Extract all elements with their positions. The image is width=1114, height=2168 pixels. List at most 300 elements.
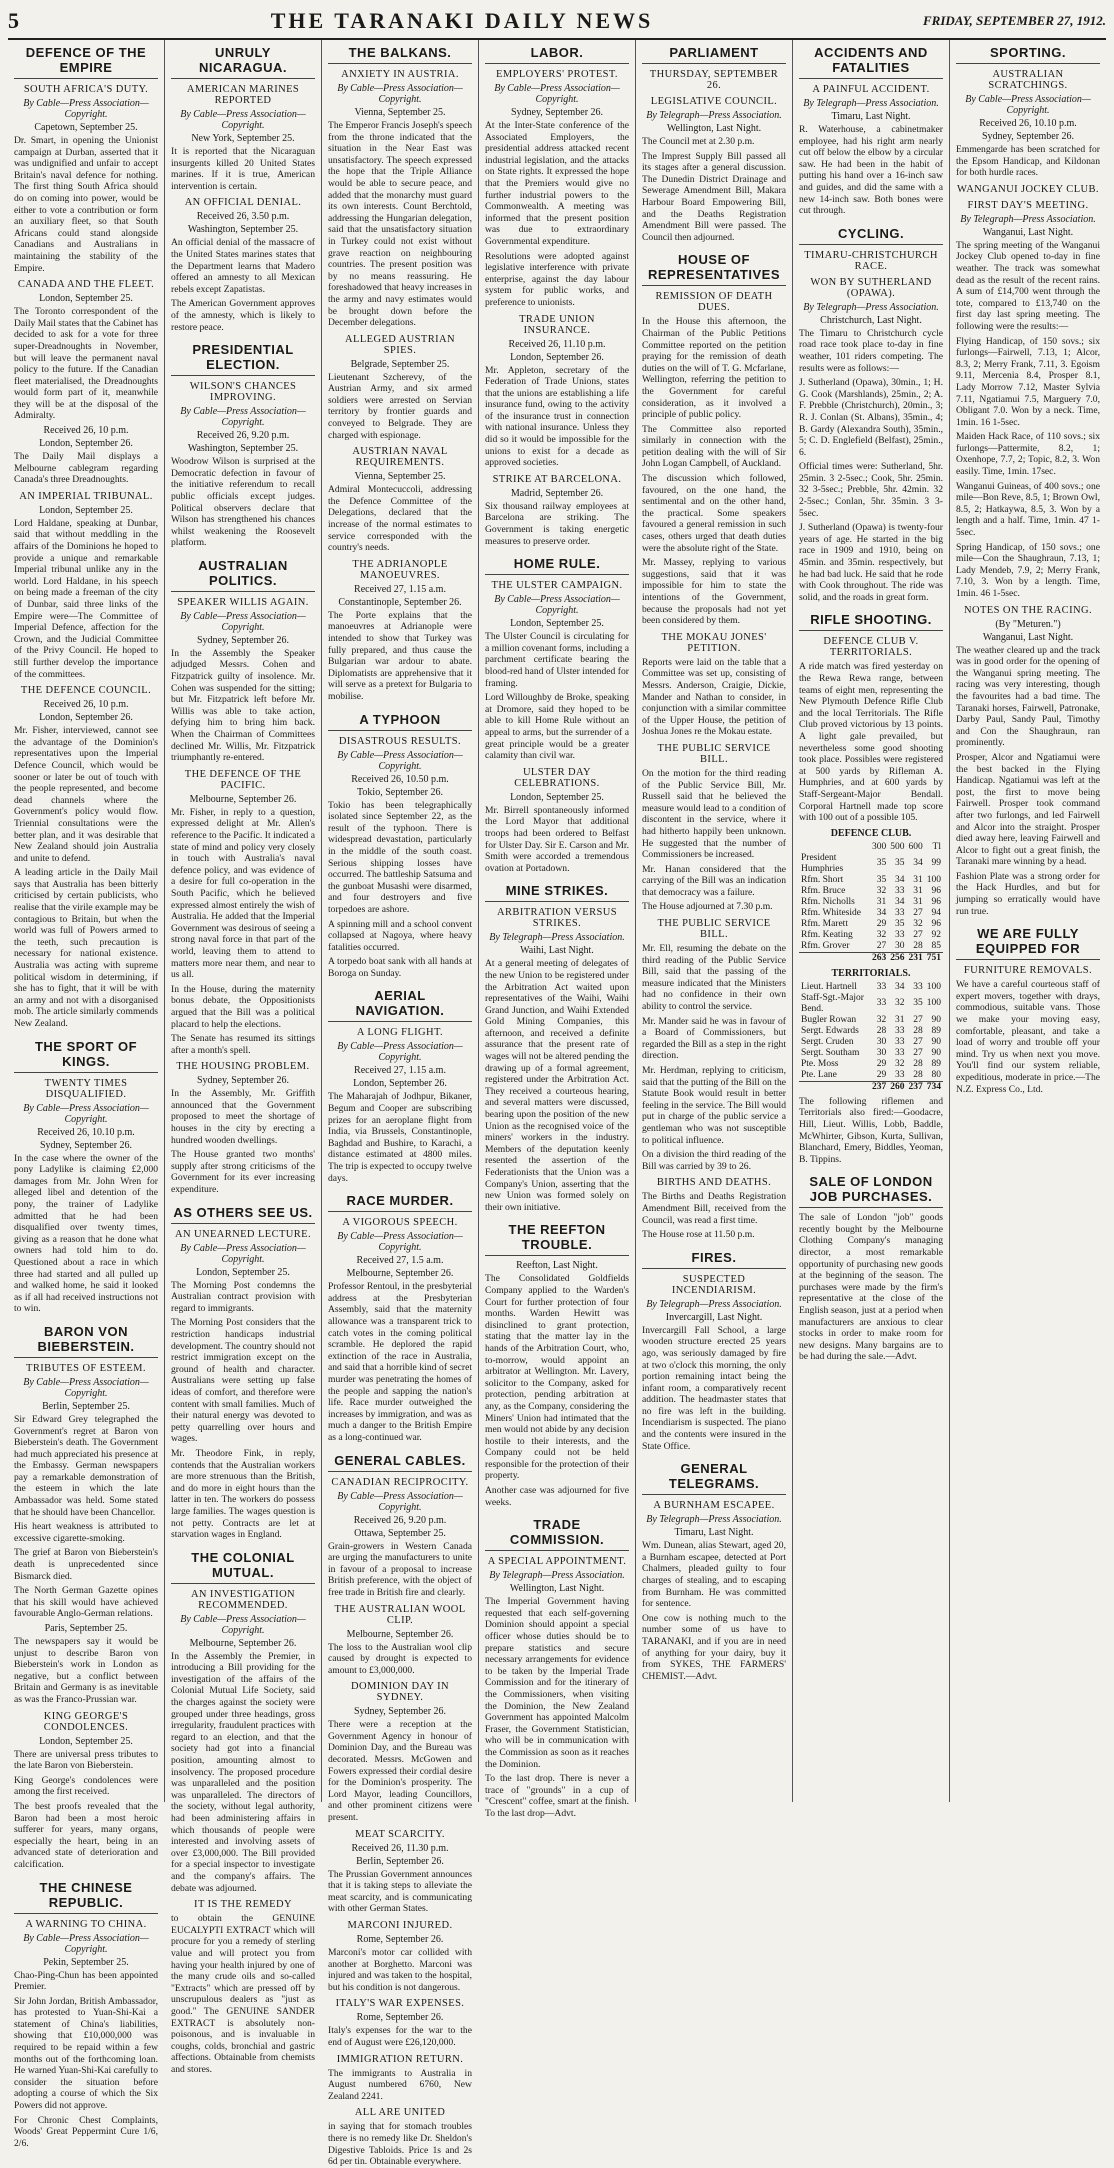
article xyxy=(642,1458,786,1682)
article xyxy=(642,1247,786,1453)
article-dateline: Received 27, 1.15 a.m. xyxy=(354,583,446,595)
article-subheading: TRIBUTES OF ESTEEM. xyxy=(26,1362,146,1374)
newspaper-title: THE TARANAKI DAILY NEWS xyxy=(270,8,654,33)
article-subheading: AN IMPERIAL TRIBUNAL. xyxy=(19,490,153,502)
article-paragraph: In the Assembly the Premier, in introducing a Bill providing for the investigation of the affairs of the Colonial Mutual Life Society, said the charges against the society were grouped under three headings, gross irregularity, fraudulent practices with regard to an election, and that the society had got into a financial position, amounting almost to insolvency. The proposed procedure was unparalleled and the position was unparalleled. The directors of the society, without legal authority, had been administering affairs in which thousands of people were interested and involving assets of over £3,000,000. The Bill provided for a special inspector to investigate and the company's affairs. The debate was adjourned. xyxy=(171,1650,315,1894)
article-paragraph: The Maharajah of Jodhpur, Bikaner, Begum and Cooper are subscribing prizes for an aeroplane flight from India, via Brussels, Constantinople, Baghdad and Bushire, to Karachi, a distance estimated at 4800 miles. The trip is expected to occupy twelve days. xyxy=(328,1091,472,1184)
article-paragraph: At a general meeting of delegates of the new Union to be registered under the Arbitration Act waited upon representatives of the Waihi, Waihi Grand Junction, and Waihi Extended Gold Mining Companies, this afternoon, and received a definite assurance that the present rate of wages will not be altered pending the drawing up of a formal agreement, registered under the Arbitration Act. They received a courteous hearing, and several matters were discussed, bearing upon the position of the new Union as the recognised voice of the miners' workers in the industry. Members of the deputation keenly resented the assertion of the Federationists that the Union was a Company's Union, asserting that the new Union was formed solely on their own initiative. xyxy=(485,958,629,1213)
scores-cell: 34 xyxy=(895,981,905,992)
article-paragraph: The grief at Baron von Bieberstein's death is unprecedented since Bismarck died. xyxy=(14,1547,158,1582)
article-subheading: THE ADRIANOPLE MANOEUVRES. xyxy=(352,558,448,581)
article-credit: By Cable—Press Association—Copyright. xyxy=(180,109,306,131)
article-subheading: ALLEGED AUSTRIAN SPIES. xyxy=(345,333,455,356)
article-subheading: STRIKE AT BARCELONA. xyxy=(492,473,622,485)
scores-cell: Sergt. Southam xyxy=(801,1047,860,1058)
article-dateline: New York, September 25. xyxy=(191,133,295,144)
article-paragraph: The discussion which followed, favoured, on the one hand, the sentimental and on the other hand, the practical. Some speakers favoured a general remission in such cases, others urged that death duties were the absolute right of the State. xyxy=(642,473,786,554)
article-subheading: WON BY SUTHERLAND (OPAWA). xyxy=(810,276,932,299)
scores-cell: 500 xyxy=(890,841,905,852)
scores-cell: 89 xyxy=(931,1025,941,1036)
article-headline: SALE OF LONDON JOB PURCHASES. xyxy=(799,1171,943,1208)
article-subheading: AUSTRIAN NAVAL REQUIREMENTS. xyxy=(352,446,448,469)
article-paragraph: The Emperor Francis Joseph's speech from the throne indicated that the situation in the Near East was unsatisfactory. The speech expressed the hope that the Triple Alliance would be able to secure peace, and added that the monarchy must guard its own interests. Count Berchtold, addressing the Hungarian delegation, said that the unsatisfactory situation in Turkey could not exist without grave reaction on neighbouring countries. The present position was by no means reassuring. He foreshadowed that heavy increases in the army and navy estimates would be brought down before the December delegations. xyxy=(328,120,472,329)
article-paragraph: Mr. Mander said he was in favour of a Board of Commissioners, but regarded the Bill as a step in the right direction. xyxy=(642,1015,786,1062)
article-headline: AERIAL NAVIGATION. xyxy=(328,985,472,1022)
article-dateline: Vienna, September 25. xyxy=(354,471,446,483)
scores-cell: 99 xyxy=(931,858,941,869)
article-paragraph: The weather cleared up and the track was in good order for the opening of the Wanganui spring meeting. The racing was very interesting, though the favourites had a bad time. The Taranaki horses, Fairwell, Patronake, Darby Paul, Sandy Paul, Timothy and Con the Shaughraun, ran prominently. xyxy=(956,644,1100,749)
scores-row xyxy=(799,941,943,953)
article-dateline: Received 26, 10.10 p.m. xyxy=(37,1126,135,1138)
scores-cell: 29 xyxy=(876,918,887,929)
scores-cell: 260 xyxy=(890,1081,905,1092)
article-subheading: THE PUBLIC SERVICE BILL. xyxy=(657,918,771,941)
article-paragraph: In the House, during the maternity bonus debate, the Oppositionists argued that the Bill was a political placard to help the elections. xyxy=(171,983,315,1030)
article-paragraph: Woodrow Wilson is surprised at the Democratic defection in favour of the initiative referendum to recall public officials except judges. Political observers declare that Wilson has strengthened his chances whilst weakening the Roosevelt platform. xyxy=(171,456,315,549)
article-paragraph: The newspapers say it would be unjust to describe Baron von Bieberstein's work in London as negative, but a conflict between Britain and Germany is as inevitable as was the Franco-Prussian war. xyxy=(14,1636,158,1705)
scores-cell: 33 xyxy=(895,1069,905,1080)
scores-cell: 33 xyxy=(876,981,887,992)
article-dateline: Pekin, September 25. xyxy=(43,1956,129,1968)
article-paragraph: It is reported that the Nicaraguan insurgents killed 20 United States marines. If it is true, American intervention is certain. xyxy=(171,146,315,192)
scores-row xyxy=(799,982,943,993)
article-subheading: SPEAKER WILLIS AGAIN. xyxy=(177,596,309,608)
scores-row xyxy=(799,875,943,886)
scores-cell: Rfm. Keating xyxy=(801,929,853,940)
article-dateline: Timaru, Last Night. xyxy=(831,111,911,122)
issue-date: FRIDAY, SEPTEMBER 27, 1912. xyxy=(922,13,1106,28)
article-headline: THE CHINESE REPUBLIC. xyxy=(14,1877,158,1914)
scores-cell: Bugler Rowan xyxy=(801,1014,857,1025)
scores-cell: 96 xyxy=(931,918,941,929)
scores-cell: 90 xyxy=(931,1036,941,1047)
article xyxy=(799,42,943,217)
article xyxy=(14,42,158,1030)
article-paragraph: Lord Willoughby de Broke, speaking at Dromore, said they hoped to be able to kill Home Rule without an appeal to arms, but the surrender of a great principle would be a greater calamity than civil war. xyxy=(485,692,629,762)
article-credit: By Telegraph—Press Association. xyxy=(803,301,939,313)
article-credit: By Cable—Press Association—Copyright. xyxy=(337,1231,463,1254)
scores-cell: Tl xyxy=(932,841,941,852)
scores-cell: 34 xyxy=(895,874,905,885)
article-headline: MINE STRIKES. xyxy=(485,880,629,902)
article-dateline: Wanganui, Last Night. xyxy=(982,226,1074,238)
article-paragraph: The Imprest Supply Bill passed all its stages after a general discussion. The Dunedin District Drainage and Sewerage Amendment Bill, Makara Harbour Board Empowering Bill, and the Deaths Registration Amendment Bill were passed. The Council then adjourned. xyxy=(642,150,786,243)
scores-table xyxy=(799,842,943,964)
article-paragraph: Wanganui Guineas, of 400 sovs.; one mile—Bon Reve, 8.5, 1; Brown Owl, 8.5, 2; Hatkaywa, 8.5, 3. Won by a length and a half. Time, 1min. 47 1-5sec. xyxy=(956,480,1100,539)
article-subheading: EMPLOYERS' PROTEST. xyxy=(496,69,618,80)
article-paragraph: Resolutions were adopted against legislative interference with private enterprise, against the day labour system for public works, and preference to unionists. xyxy=(485,250,629,308)
article-paragraph: The best proofs revealed that the Baron had been a most heroic sufferer for years, many organs, especially the heart, being in an advanced state of deterioration and calcification. xyxy=(14,1800,158,1870)
article-headline: GENERAL TELEGRAMS. xyxy=(642,1458,786,1495)
scores-cell: 256 xyxy=(890,952,905,963)
scores-cell: 231 xyxy=(908,952,923,963)
scores-cell: 100 xyxy=(926,874,941,885)
article-dateline: London, September 26. xyxy=(39,438,133,450)
article-subheading: TIMARU-CHRISTCHURCH RACE. xyxy=(804,249,938,272)
scores-cell: 27 xyxy=(876,940,887,951)
scores-cell: Rfm. Short xyxy=(801,874,844,885)
scores-cell: 31 xyxy=(876,896,887,907)
article-paragraph: A ride match was fired yesterday on the Rewa Rewa range, between teams of eight men, representing the New Plymouth Defence Rifle Club and the local Territorials. The Rifle Club proved victorious by 13 points. A light gale prevailed, but nevertheless some good shooting took place. Possibles were registered at 500 yards by Rifleman A. Humphries, and at 600 yards by Staff-Sergeant-Major Bendall. Corporal Hartnell made top score with 100 out of a possible 105. xyxy=(799,661,943,824)
article-dateline: Sydney, September 26. xyxy=(39,1139,133,1151)
scores-cell: 27 xyxy=(913,907,923,918)
scores-cell: 33 xyxy=(895,1025,905,1036)
article-subheading: A BURNHAM ESCAPEE. xyxy=(653,1500,775,1512)
article-headline: WE ARE FULLY EQUIPPED FOR xyxy=(956,923,1100,960)
column-3 xyxy=(322,40,479,2168)
article-paragraph: Mr. Herdman, replying to criticism, said that the putting of the Bill on the Statute Book would result in better feeling in the service. The Bill would put in charge of the public service a gentleman who was not susceptible to political influence. xyxy=(642,1065,786,1146)
scores-cell: 32 xyxy=(876,885,887,896)
article-credit: By Cable—Press Association—Copyright. xyxy=(337,1041,463,1064)
article-paragraph: The following riflemen and Territorials also fired:—Goodacre, Hill, Lieut. Willis, Lobb, Baddle, McWhirter, Gibson, Kurta, Sullivan, Blanchard, Emery, Biddles, Yeoman, B. Tippins. xyxy=(799,1095,943,1165)
article-headline: THE SPORT OF KINGS. xyxy=(14,1036,158,1073)
scores-table-title: TERRITORIALS. xyxy=(831,967,911,979)
article-subheading: THE ULSTER CAMPAIGN. xyxy=(491,580,623,592)
scores-cell: Sergt. Cruden xyxy=(801,1036,854,1047)
article-credit: By Cable—Press Association—Copyright. xyxy=(23,98,149,120)
article-dateline: Sydney, September 26. xyxy=(981,131,1075,142)
article-paragraph: The loss to the Australian wool clip caused by drought is expected to amount to £3,000,000. xyxy=(328,1641,472,1676)
scores-cell: 751 xyxy=(926,952,941,963)
article-paragraph: Mr. Fisher, in reply to a question, expressed delight at Mr. Allen's reference to the Pacific. It indicated a state of mind and policy very closely in touch with Australia's naval defence policy, and was evidence of a desire for full co-operation in the South Pacific, which he believed expressed almost entirely the wish of Australia. He added that the Imperial Government was desirous of seeing a strong naval force in that part of the world, leaving them to attend to matters more near them, and near to us all. xyxy=(171,806,315,981)
scores-cell: 32 xyxy=(876,929,887,940)
article-paragraph: J. Sutherland (Opawa), 30min., 1; H. G. Cook (Marshlands), 25min., 2; A. F. Prebble (Christchurch), 20min., 3; R. J. Conlan (St. Albans), 35min., 4; B. Gardy (Alexandra South), 35min., 5; C. D. Englefield (Belfast), 25min., 6. xyxy=(799,377,943,458)
article-paragraph: Prosper, Alcor and Ngatiamui were the best backed in the Flying Handicap. Ngatiamui was left at the post, the first to move being Fairwell. Prosper took command after two furlongs, and led Fairwell and Alcor into the straight. Prosper died away here, leaving Fairwell and Alcor to fight out a great finish, the Taranaki mare winning by a head. xyxy=(956,751,1100,868)
scores-cell: 237 xyxy=(872,1081,887,1092)
scores-cell: 27 xyxy=(913,1047,923,1058)
scores-cell: Rfm. Marett xyxy=(801,918,848,929)
article-paragraph: Mr. Hanan considered that the carrying of the Bill was an indication that democracy was a failure. xyxy=(642,863,786,898)
scores-cell: 237 xyxy=(908,1081,923,1092)
scores-cell: Staff-Sgt.-Major Bend. xyxy=(801,992,864,1014)
article-subheading: NOTES ON THE RACING. xyxy=(964,604,1092,616)
article-dateline: Belgrade, September 25. xyxy=(350,358,450,370)
column-7 xyxy=(950,40,1106,1802)
scores-cell xyxy=(799,952,870,964)
article-dateline: Reefton, Last Night. xyxy=(516,1260,598,1272)
article xyxy=(642,249,786,1240)
scores-cell: 34 xyxy=(913,858,923,869)
article-subheading: DISASTROUS RESULTS. xyxy=(338,735,462,747)
article-dateline: Wellington, Last Night. xyxy=(509,1583,605,1595)
article xyxy=(485,880,629,1213)
article-paragraph: Sir John Jordan, British Ambassador, has protested to Yuan-Shi-Kai a statement of China's liabilities, showing that £10,000,000 was required to be repaid within a few months out of the forthcoming loan. He warned Yuan-Shi-Kai carefully to consider the situation before adopting a course of which the Six Powers did not approve. xyxy=(14,1995,158,2112)
article-dateline: Melbourne, September 26. xyxy=(189,793,297,805)
scores-cell: 33 xyxy=(913,981,923,992)
article-paragraph: In the Assembly the Speaker adjudged Messrs. Cohen and Fitzpatrick guilty of insolence. Mr. Cohen was suspended for the sitting; but Mr. Fitzpatrick left before Mr. Willis was able to take action, defying him to bring him back. When the Chairman of Committees declined Mr. Willis, Mr. Fitzpatrick triumphantly re-entered. xyxy=(171,647,315,764)
article-subheading: IT IS THE REMEDY xyxy=(194,1899,292,1911)
scores-cell: 33 xyxy=(895,1036,905,1047)
article-subheading: A LONG FLIGHT. xyxy=(356,1027,444,1039)
article-paragraph: The House adjourned at 7.30 p.m. xyxy=(642,901,773,913)
article-dateline: Sydney, September 26. xyxy=(510,107,604,118)
article-dateline: Melbourne, September 26. xyxy=(346,1628,454,1640)
article-dateline: Madrid, September 26. xyxy=(510,487,604,499)
article-headline: SPORTING. xyxy=(956,42,1100,64)
article-dateline: London, September 25. xyxy=(196,1266,290,1278)
scores-row xyxy=(799,1026,943,1037)
article-paragraph: Lieutenant Szcherevy, of the Austrian Army, and six armed soldiers were arrested on Servian territory by frontier guards and conveyed to Belgrade. They are charged with espionage. xyxy=(328,371,472,441)
article-dateline: Capetown, September 25. xyxy=(34,122,138,133)
scores-cell: 263 xyxy=(872,952,887,963)
article-dateline: Received 26, 11.10 p.m. xyxy=(508,338,606,350)
scores-cell xyxy=(799,842,870,853)
scores-cell: 85 xyxy=(931,940,941,951)
article-paragraph: The Senate has resumed its sittings after a month's spell. xyxy=(171,1033,315,1056)
article-paragraph: to obtain the GENUINE EUCALYPTI EXTRACT which will procure for you a remedy of sterling value and will protect you from having your health injured by one of the many crude oils and so-called "Extracts" which are pressed off by unscrupulous dealers as "just as good." The GENUINE SANDER EXTRACT is absolutely non-poisonous, and is invaluable in coughs, colds, bronchial and gastric affections. Obtainable from chemists and stores. xyxy=(171,1913,315,2075)
article-paragraph: Fashion Plate was a strong order for the Hack Hurdles, and but for jumping so erratically would have run true. xyxy=(956,870,1100,917)
article-credit: By Cable—Press Association—Copyright. xyxy=(180,1613,306,1636)
article-credit: By Cable—Press Association—Copyright. xyxy=(180,610,306,633)
scores-cell: 31 xyxy=(895,1014,905,1025)
scores-row xyxy=(799,897,943,908)
article-headline: HOME RULE. xyxy=(485,553,629,575)
scores-cell: 90 xyxy=(931,1014,941,1025)
scores-cell: 28 xyxy=(913,940,923,951)
article-dateline: Received 26, 3.50 p.m. xyxy=(196,211,290,223)
article-dateline: Washington, September 25. xyxy=(187,224,299,236)
article-dateline: Tokio, September 26. xyxy=(357,786,443,798)
article-subheading: LEGISLATIVE COUNCIL. xyxy=(650,96,778,107)
scores-cell: 94 xyxy=(931,907,941,918)
scores-cell: 34 xyxy=(895,896,905,907)
article-subheading: AUSTRALIAN SCRATCHINGS. xyxy=(988,69,1068,91)
article-paragraph: J. Sutherland (Opawa) is twenty-four years of age. He started in the big race in 1909 and 1910, being on 45min. and 35min. respectively, but he had bad luck. He said that he rode with Cook throughout. The ride was solid, and the roads in great form. xyxy=(799,522,943,603)
article-subheading: BIRTHS AND DEATHS. xyxy=(656,1177,772,1189)
scores-row xyxy=(799,853,943,875)
scores-cell: 28 xyxy=(876,1025,887,1036)
article-paragraph: Lord Haldane, speaking at Dunbar, said that without meddling in the affairs of the Dominions he hoped to provide a unique and remarkable Imperial tribunal unlike any in the world. Lord Haldane, in his speech on being made a freeman of the city of Dunbar, said three links of the Empire were—The Committee of Imperial Defence, affection for the Crown, and the Judicial Committee of the Privy Council. He hoped to still further develop the importance of the committees. xyxy=(14,517,158,680)
article-credit: By Cable—Press Association—Copyright. xyxy=(337,83,463,105)
article-paragraph: At the Inter-State conference of the Associated Employers, the presidential address attacked recent industrial legislation, and the attacks on State rights. It expressed the hope that the Premiers would give no further industrial powers to the Commonwealth. A meeting was informed that the present position was due to extraordinary Governmental expenditure. xyxy=(485,120,629,247)
scores-cell: 31 xyxy=(913,874,923,885)
article-paragraph: Reports were laid on the table that a Committee was set up, consisting of Messrs. Anderson, Craigie, Dickie, Mander and Nathan to consider, in conjunction with a similar committee of the Upper House, the petition of Joshua Jones re the Mokau estate. xyxy=(642,656,786,738)
scores-cell: 35 xyxy=(895,858,905,869)
article-credit: By Telegraph—Press Association. xyxy=(960,213,1096,225)
article-subheading: REMISSION OF DEATH DUES. xyxy=(655,291,773,314)
article-paragraph: Official times were: Sutherland, 5hr. 25min. 3 2-5sec.; Cook, 5hr. 25min. 32 3-5sec.; Prebble, 5hr. 42min. 32 2-5sec.; Conlan, 5hr. 35min. 3 3-5sec. xyxy=(799,461,943,519)
article-subheading: TRADE UNION INSURANCE. xyxy=(519,313,595,336)
scores-cell: 27 xyxy=(913,1036,923,1047)
article-paragraph: The Morning Post condemns the Australian contract provision with regard to immigrants. xyxy=(171,1279,315,1314)
scores-cell: 600 xyxy=(908,841,923,852)
article-subheading: FURNITURE REMOVALS. xyxy=(963,965,1093,977)
article-dateline: Berlin, September 25. xyxy=(42,1400,130,1412)
article-subheading: A VIGOROUS SPEECH. xyxy=(342,1217,458,1229)
article-credit: By Cable—Press Association—Copyright. xyxy=(23,1932,149,1955)
article-headline: DEFENCE OF THE EMPIRE xyxy=(14,42,158,79)
scores-cell: 27 xyxy=(913,1014,923,1025)
article-subheading: A PAINFUL ACCIDENT. xyxy=(812,84,930,95)
scores-table xyxy=(799,982,943,1093)
article-headline: BARON VON BIEBERSTEIN. xyxy=(14,1321,158,1358)
article-paragraph: Chao-Ping-Chun has been appointed Premier. xyxy=(14,1969,158,1993)
article-dateline: Received 26, 10.50 p.m. xyxy=(351,773,449,785)
article xyxy=(485,1219,629,1508)
scores-row xyxy=(799,1070,943,1082)
article-subheading: AN UNEARNED LECTURE. xyxy=(174,1228,312,1240)
article-paragraph: The sale of London "job" goods recently bought by the Melbourne Clothing Company's managing director, a most remarkable opportunity of purchasing new goods at the beginning of the season. The purchases were made by the firm's representative at the close of the English season, just at a period when manufacturers are anxious to clear stocks in order to make room for new designs. Many bargains are to be had during the sale.—Advt. xyxy=(799,1212,943,1363)
scores-cell: 300 xyxy=(872,841,887,852)
article-paragraph: Spring Handicap, of 150 sovs.; one mile—Con the Shaughraun, 7.13, 1; Lady Mendeb, 7.9, 2; Merry Frank, 7.10, 3. Won by a length. Time, 1min. 46 1-5sec. xyxy=(956,541,1100,599)
article xyxy=(171,339,315,549)
article-subheading: DEFENCE CLUB V. TERRITORIALS. xyxy=(823,636,919,659)
article-dateline: London, September 26. xyxy=(353,1078,447,1090)
article xyxy=(171,42,315,333)
scores-cell: 35 xyxy=(876,874,887,885)
article-paragraph: To the last drop. There is never a trace of "grounds" in a cup of "Crescent" coffee, smart at the finish. To the last drop—Advt. xyxy=(485,1773,629,1819)
scores-cell: 33 xyxy=(895,885,905,896)
scores-cell: 90 xyxy=(931,1047,941,1058)
article-subheading: DOMINION DAY IN SYDNEY. xyxy=(351,1681,449,1704)
article-dateline: Received 26, 9.20 p.m. xyxy=(353,1514,447,1526)
scores-cell: Rfm. Bruce xyxy=(801,885,846,896)
article xyxy=(171,555,315,1196)
column-1 xyxy=(8,40,165,2149)
article-paragraph: Emmengarde has been scratched for the Epsom Handicap, and Kildonan for both hurdle races. xyxy=(956,144,1100,179)
article-paragraph: The Morning Post considers that the restriction handicaps industrial development. The country should not restrict immigration except on the ground of health and character. Australians were setting up false ideas of comfort, and therefore were content with small families. Much of their natural energy was devoted to petty quarrelling over hours and wages. xyxy=(171,1317,315,1445)
article-paragraph: His heart weakness is attributed to excessive cigarette-smoking. xyxy=(14,1521,158,1544)
scores-cell: 33 xyxy=(895,1047,905,1058)
article xyxy=(14,1321,158,1871)
article-dateline: Received 27, 1.5 a.m. xyxy=(356,1255,444,1267)
article-subheading: IMMIGRATION RETURN. xyxy=(336,2053,464,2065)
article-credit: By Cable—Press Association—Copyright. xyxy=(180,1242,306,1265)
article-dateline: Ottawa, September 25. xyxy=(354,1527,446,1539)
scores-cell: 32 xyxy=(876,1014,887,1025)
article-paragraph: R. Waterhouse, a cabinetmaker employee, had his right arm nearly cut off below the elbow by a circular saw. He had been in the habit of putting his hand over a 16-inch saw and guides, and did the same with a new 14-inch saw. Both bones were cut through. xyxy=(799,124,943,217)
scores-cell: 33 xyxy=(876,998,887,1009)
article-paragraph: In the Assembly, Mr. Griffith announced that the Government proposed to meet the shortage of houses in the city by erecting a hundred wooden dwellings. xyxy=(171,1088,315,1146)
scores-cell: 96 xyxy=(931,885,941,896)
article-headline: RIFLE SHOOTING. xyxy=(799,609,943,631)
article-dateline: (By "Meturen.") xyxy=(995,618,1061,630)
scores-cell: 28 xyxy=(913,1058,923,1069)
column-grid xyxy=(8,40,1106,2168)
article-paragraph: Sir Edward Grey telegraphed the Government's regret at Baron von Bieberstein's death. The Government had much appreciated his presence at the Embassy. German newspapers pay a remarkable demonstration of the esteem in which the late Ambassador was held. Some stated that he should have been Chancellor. xyxy=(14,1413,158,1518)
article-subheading: THE PUBLIC SERVICE BILL. xyxy=(657,742,771,765)
article-dateline: Received 26, 11.30 p.m. xyxy=(351,1842,449,1854)
article-subheading: THE DEFENCE OF THE PACIFIC. xyxy=(184,768,302,791)
article-paragraph: Grain-growers in Western Canada are urging the manufacturers to unite in favour of a proposal to increase British preference, with the object of free trade in British fire and clearly. xyxy=(328,1540,472,1598)
article-paragraph: in saying that for stomach troubles there is no remedy like Dr. Sheldon's Digestive Tabloids. Price 1s and 2s 6d per tin. Obtainable everywhere. xyxy=(328,2121,472,2168)
article xyxy=(956,923,1100,1095)
article-headline: HOUSE OF REPRESENTATIVES xyxy=(642,249,786,286)
article xyxy=(485,553,629,874)
article-paragraph: In the House this afternoon, the Chairman of the Public Petitions Committee reported on the petition praying for the remission of death duties on the will of T. G. Mcfarlane, Wellington, referring the petition to the Government for careful consideration, as it involved a principle of public policy. xyxy=(642,316,786,421)
article-dateline: Sydney, September 26. xyxy=(353,1706,447,1718)
article-subheading: THE HOUSING PROBLEM. xyxy=(176,1061,310,1073)
scores-cell: Rfm. Grover xyxy=(801,940,850,951)
article-subheading: FIRST DAY'S MEETING. xyxy=(967,199,1089,211)
scores-row xyxy=(799,886,943,897)
article-credit: By Cable—Press Association—Copyright. xyxy=(337,1490,463,1513)
article-headline: UNRULY NICARAGUA. xyxy=(171,42,315,79)
article-credit: By Telegraph—Press Association. xyxy=(803,98,939,109)
column-5 xyxy=(636,40,793,1802)
article-subheading: WILSON'S CHANCES IMPROVING. xyxy=(189,381,297,404)
article-paragraph: A spinning mill and a school convent collapsed at Nagoya, where heavy fatalities occurred. xyxy=(328,918,472,953)
article-paragraph: The American Government approves of the amnesty, which is likely to restore peace. xyxy=(171,298,315,333)
article-paragraph: King George's condolences were among the first received. xyxy=(14,1774,158,1798)
scores-cell: Lieut. Hartnell xyxy=(801,981,857,992)
article-paragraph: An official denial of the massacre of the United States marines states that the Department learns that Madero offered an amnesty to all Mexican rebels except Zapatistas. xyxy=(171,237,315,295)
scores-row xyxy=(799,1059,943,1070)
article-dateline: Melbourne, September 26. xyxy=(189,1637,297,1649)
article-credit: By Cable—Press Association—Copyright. xyxy=(494,83,620,105)
article-dateline: Rome, September 26. xyxy=(356,2012,444,2024)
article-paragraph: A torpedo boat sank with all hands at Boroga on Sunday. xyxy=(328,956,472,979)
article-headline: PRESIDENTIAL ELECTION. xyxy=(171,339,315,376)
article xyxy=(485,42,629,547)
article-credit: By Cable—Press Association—Copyright. xyxy=(494,594,620,617)
scores-cell: 29 xyxy=(876,1069,887,1080)
article-dateline: Waihi, Last Night. xyxy=(520,945,594,957)
article-headline: CYCLING. xyxy=(799,223,943,245)
article-credit: By Telegraph—Press Association. xyxy=(646,110,782,121)
article-dateline: Constantinople, September 26. xyxy=(338,596,462,608)
article-credit: By Cable—Press Association—Copyright. xyxy=(337,749,463,772)
article xyxy=(328,1450,472,2168)
article-headline: PARLIAMENT xyxy=(642,42,786,64)
scores-cell: 32 xyxy=(895,1058,905,1069)
scores-cell: Rfm. Whiteside xyxy=(801,907,861,918)
article-paragraph: The Porte explains that the manoeuvres at Adrianople were intended to show that Turkey was fully prepared, and thus cause the Bulgarian war ardour to abate. Diplomatists are apprehensive that it will serve as a pretext for Bulgaria to mobilise. xyxy=(328,609,472,702)
article-paragraph: The Births and Deaths Registration Amendment Bill, received from the Council, was read a first time. xyxy=(642,1191,786,1226)
article-dateline: London, September 25. xyxy=(39,504,133,516)
article-subheading: MARCONI INJURED. xyxy=(347,1920,453,1931)
scores-cell: 96 xyxy=(931,896,941,907)
scores-cell: 28 xyxy=(913,1069,923,1080)
article-paragraph: Mr. Appleton, secretary of the Federation of Trade Unions, states that the unions are establishing a life insurance fund, owing to the activity of the insurance trust in connection with national insurance. Unless they did so it would be impossible for the unions to exist for a decade as approved societies. xyxy=(485,364,629,469)
column-6 xyxy=(793,40,950,1802)
article-headline: GENERAL CABLES. xyxy=(328,1450,472,1472)
scores-row xyxy=(799,842,943,853)
article-headline: THE COLONIAL MUTUAL. xyxy=(171,1547,315,1584)
article-dateline: London, September 26. xyxy=(510,351,604,363)
article-dateline: Wellington, Last Night. xyxy=(666,123,762,134)
article-paragraph: Mr. Theodore Fink, in reply, contends that the Australian workers are more strenuous than the British, and do more in eight hours than the latter in ten. The workers do possess large families. The wages question is not petty. Contracts are let at starvation wages in England. xyxy=(171,1447,315,1541)
article-dateline: Vienna, September 25. xyxy=(354,107,446,118)
scores-row xyxy=(799,908,943,919)
article-subheading: A WARNING TO CHINA. xyxy=(25,1918,147,1930)
scores-row xyxy=(799,1037,943,1048)
article xyxy=(14,1036,158,1315)
article-dateline: Paris, September 25. xyxy=(44,1623,128,1634)
article-subheading: THE MOKAU JONES' PETITION. xyxy=(661,631,767,654)
article-headline: TRADE COMMISSION. xyxy=(485,1514,629,1551)
article-credit: By Telegraph—Press Association. xyxy=(489,1570,625,1582)
scores-table-title: DEFENCE CLUB. xyxy=(830,827,912,839)
scores-cell: Pte. Moss xyxy=(801,1058,839,1069)
article-dateline: Received 26, 10.10 p.m. xyxy=(979,118,1077,129)
article-credit: By Cable—Press Association—Copyright. xyxy=(23,1376,149,1399)
article xyxy=(956,42,1100,917)
scores-row xyxy=(799,1081,943,1093)
article xyxy=(328,42,472,703)
article-paragraph: Mr. Massey, replying to various suggestions, said that it was impossible for him to state the intentions of the Government, because the proposals had not yet been considered by them. xyxy=(642,557,786,627)
article-paragraph: The House granted two months' supply after strong criticisms of the Government for its ever increasing expenditure. xyxy=(171,1149,315,1196)
article-subheading: CANADIAN RECIPROCITY. xyxy=(331,1476,469,1488)
article-paragraph: In the case where the owner of the pony Ladylike is claiming £2,000 damages from Mr. John Wren for alleged libel and detention of the pony, the trainer of Ladylike admitted that he had been disqualified over twenty times, giving as a reason that he done what owners had told him to do. Questioned about a race in which three had started and all pulled up and walked home, he said it looked as if all had received instructions not to win. xyxy=(14,1152,158,1315)
scores-cell: 34 xyxy=(876,907,887,918)
article xyxy=(485,1514,629,1819)
scores-cell: 33 xyxy=(895,929,905,940)
scores-cell: 28 xyxy=(913,1025,923,1036)
article-subheading: ULSTER DAY CELEBRATIONS. xyxy=(514,766,600,789)
article-paragraph: One cow is nothing much to the number some of us have to TARANAKI, and if you are in need of anything for your dairy, buy it from SYKES, THE FARMERS' CHEMIST.—Advt. xyxy=(642,1612,786,1682)
article-paragraph: Marconi's motor car collided with another at Borghetto. Marconi was injured and was taken to the hospital, but his condition is not dangerous. xyxy=(328,1947,472,1993)
